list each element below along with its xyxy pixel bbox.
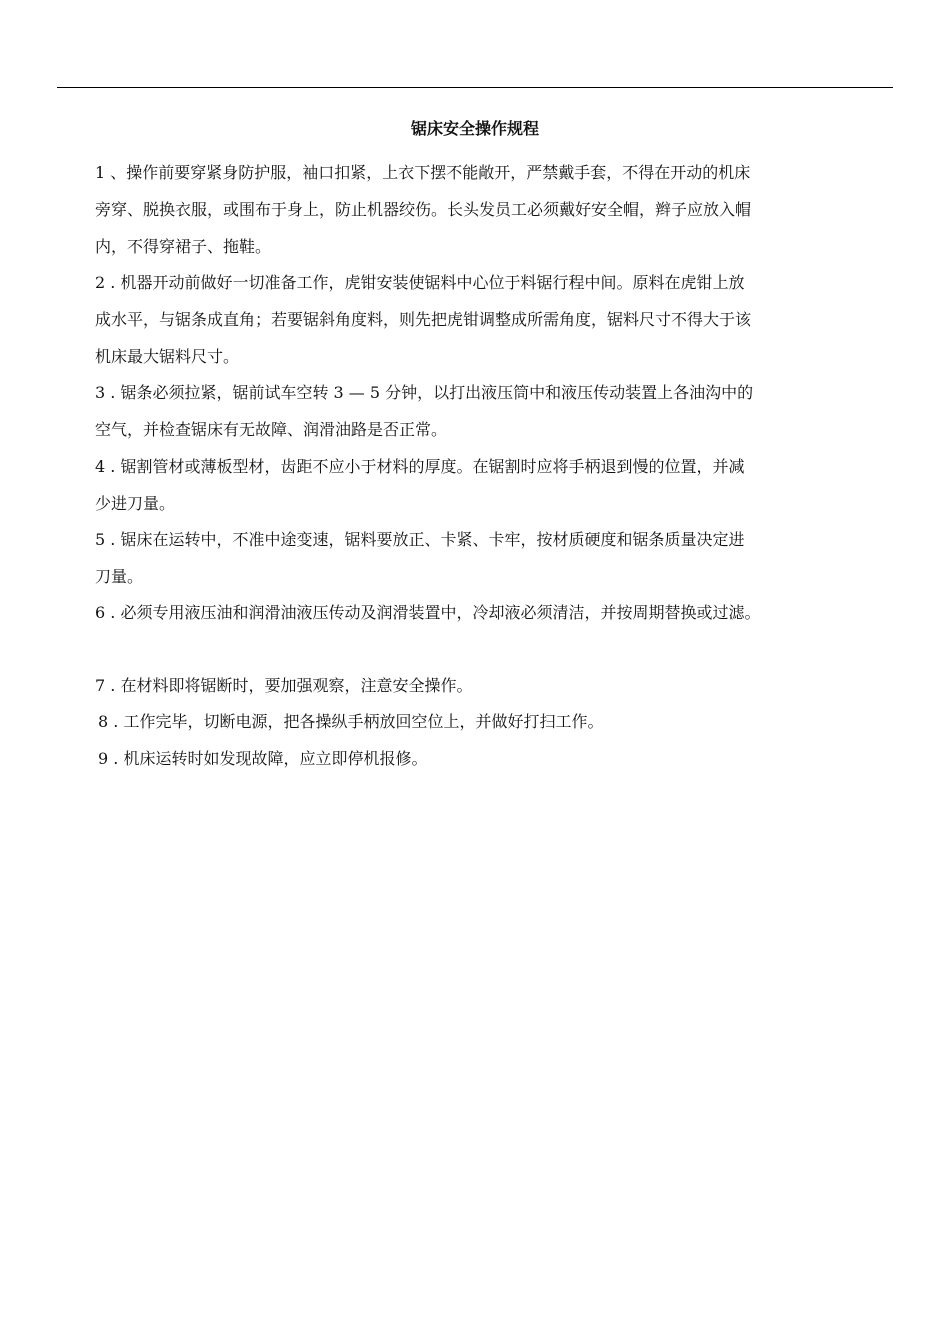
rule-item-3 xyxy=(95,374,895,448)
rule-item-2-line-2: 成水平，与锯条成直角；若要锯斜角度料，则先把虎钳调整成所需角度，锯料尺寸不得大于该 xyxy=(95,310,752,329)
document-title: 锯床安全操作规程 xyxy=(410,119,539,138)
rule-item-8-line-1: 8 . 工作完毕，切断电源，把各操纵手柄放回空位上，并做好打扫工作。 xyxy=(98,712,604,731)
rule-item-9 xyxy=(98,740,898,777)
rule-item-5 xyxy=(95,521,895,595)
rule-item-4 xyxy=(95,448,895,522)
rule-item-5-line-1: 5 . 锯床在运转中，不准中途变速，锯料要放正、卡紧、卡牢，按材质硬度和锯条质量决定进 xyxy=(95,530,745,549)
rule-item-1-line-3: 内，不得穿裙子、拖鞋。 xyxy=(95,237,272,256)
rule-item-9-line-1: 9 . 机床运转时如发现故障，应立即停机报修。 xyxy=(98,749,428,768)
rule-item-8 xyxy=(98,703,898,740)
rule-item-1-line-1: 1 、操作前要穿紧身防护服，袖口扣紧，上衣下摆不能敞开，严禁戴手套，不得在开动的机床 xyxy=(95,163,751,182)
header-rule xyxy=(57,87,893,88)
rule-item-6-line-1: 6 . 必须专用液压油和润滑油液压传动及润滑装置中，冷却液必须清洁，并按周期替换或过滤。 xyxy=(95,603,761,622)
rule-item-2-line-1: 2 . 机器开动前做好一切准备工作，虎钳安装使锯料中心位于料锯行程中间。原料在虎钳上放 xyxy=(95,273,745,292)
rule-item-1-line-2: 旁穿、脱换衣服，或围布于身上，防止机器绞伤。长头发员工必须戴好安全帽，辫子应放入帽 xyxy=(95,200,752,219)
rule-item-4-line-2: 少进刀量。 xyxy=(95,494,176,513)
rule-item-6 xyxy=(95,594,895,631)
rule-item-1 xyxy=(95,154,895,265)
rule-item-7-line-1: 7 . 在材料即将锯断时，要加强观察，注意安全操作。 xyxy=(95,676,473,695)
rule-item-2 xyxy=(95,264,895,375)
rule-item-2-line-3: 机床最大锯料尺寸。 xyxy=(95,347,240,366)
rule-item-5-line-2: 刀量。 xyxy=(95,567,144,586)
rule-item-7 xyxy=(95,667,895,704)
rule-item-4-line-1: 4 . 锯割管材或薄板型材，齿距不应小于材料的厚度。在锯割时应将手柄退到慢的位置，并减 xyxy=(95,457,745,476)
rule-item-3-line-1: 3 . 锯条必须拉紧，锯前试车空转 3 — 5 分钟，以打出液压筒中和液压传动装置上各油沟中的 xyxy=(95,383,754,402)
rule-item-3-line-2: 空气，并检查锯床有无故障、润滑油路是否正常。 xyxy=(95,420,448,439)
